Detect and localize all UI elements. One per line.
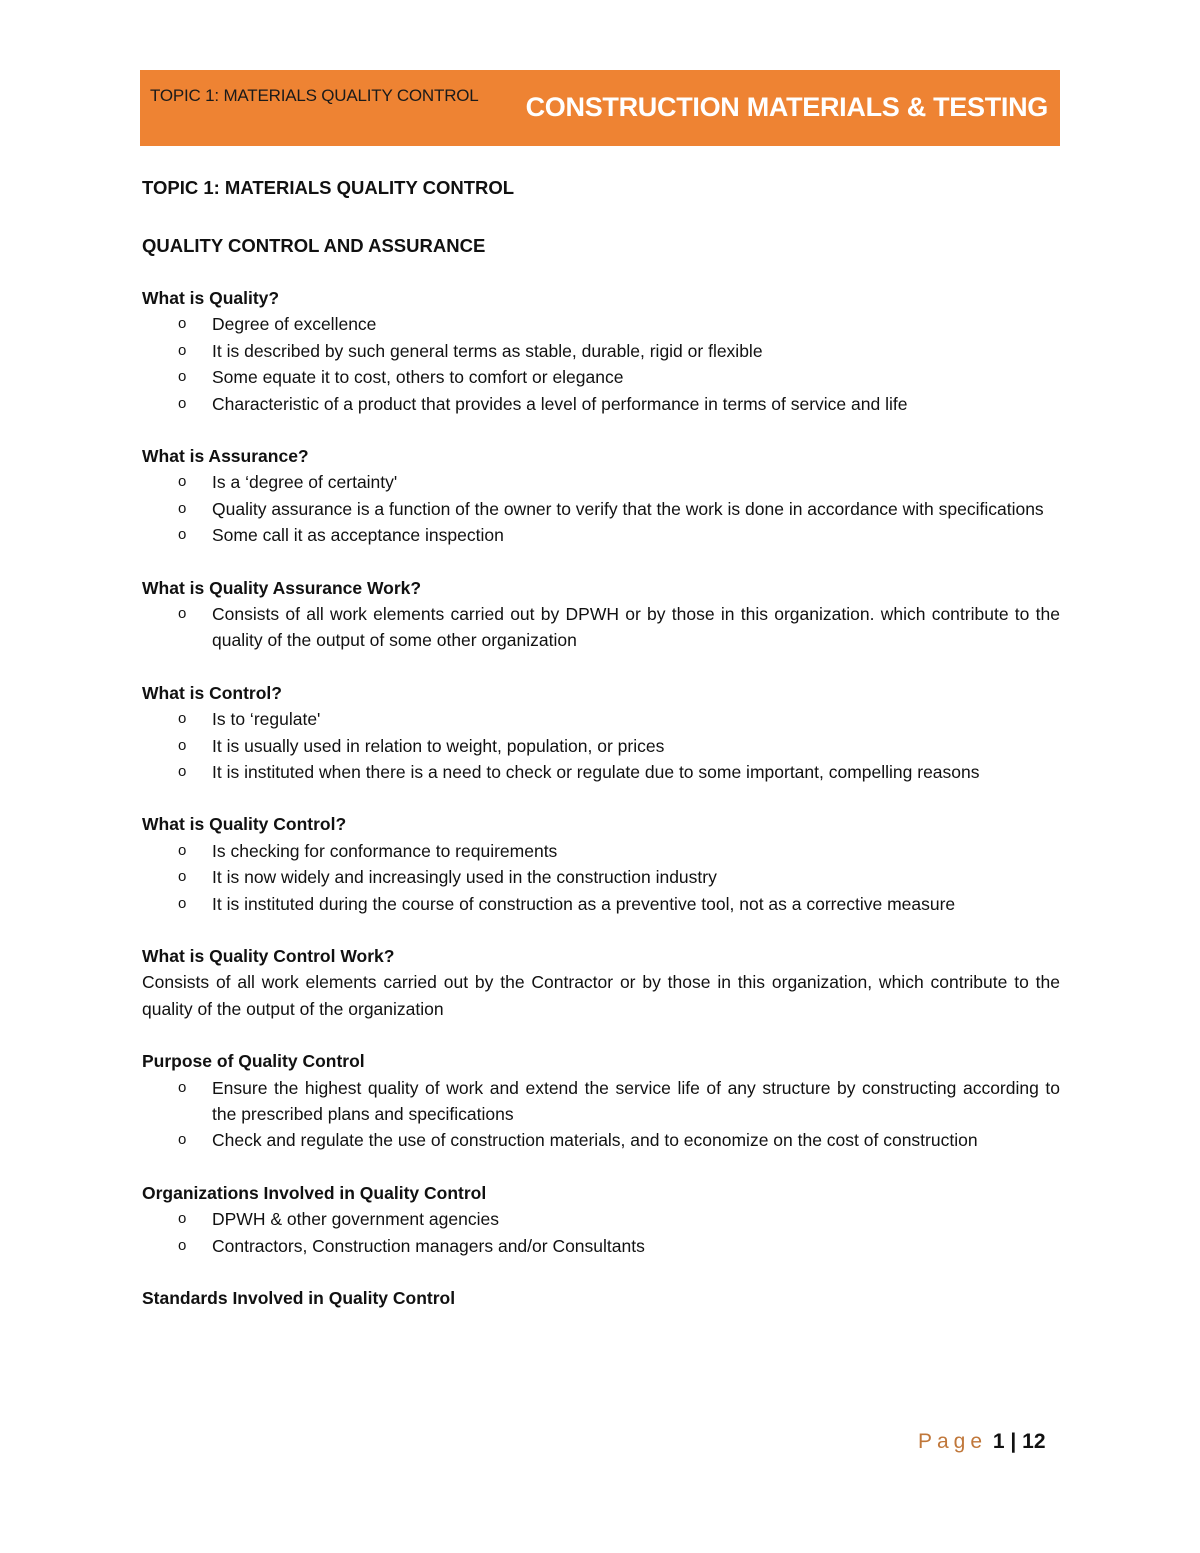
list-item-text: It is usually used in relation to weight, population, or prices xyxy=(212,735,665,756)
section-heading: What is Quality? xyxy=(142,288,280,308)
bullet-marker-icon: o xyxy=(178,841,187,859)
list-item-text: Some call it as acceptance inspection xyxy=(212,525,504,546)
page-current: 1 xyxy=(992,1430,1005,1453)
bullet-marker-icon: o xyxy=(178,473,187,491)
list-item xyxy=(142,1233,1060,1259)
bullet-marker-icon: o xyxy=(178,1236,187,1254)
list-item xyxy=(142,338,1060,364)
section-heading: Organizations Involved in Quality Control xyxy=(142,1182,487,1203)
list-item xyxy=(142,706,1060,732)
section xyxy=(142,943,1060,1022)
bullet-list xyxy=(142,469,1060,548)
list-item xyxy=(142,391,1060,417)
page-total: 12 xyxy=(1022,1430,1046,1453)
list-item xyxy=(142,522,1060,548)
bullet-list xyxy=(142,601,1060,654)
list-item-text: Contractors, Construction managers and/or Consultants xyxy=(212,1235,645,1256)
bullet-list xyxy=(142,706,1060,785)
list-item-text: Characteristic of a product that provides a level of performance in terms of service and life xyxy=(212,393,908,414)
section-heading: What is Quality Assurance Work? xyxy=(142,577,422,598)
list-item-text: Check and regulate the use of construction materials, and to economize on the cost of construction xyxy=(212,1130,978,1151)
section-heading: Standards Involved in Quality Control xyxy=(142,1288,456,1309)
section-heading: What is Assurance? xyxy=(142,446,309,467)
bullet-marker-icon: o xyxy=(178,526,187,544)
bullet-marker-icon: o xyxy=(178,1210,187,1228)
section-heading: Purpose of Quality Control xyxy=(142,1051,365,1072)
list-item xyxy=(142,733,1060,759)
list-item-text: Consists of all work elements carried out by DPWH or by those in this organization. which contribute to the quality of the output of some other organization xyxy=(212,604,1060,651)
bullet-marker-icon: o xyxy=(178,394,187,412)
section-heading: What is Quality Control Work? xyxy=(142,946,395,967)
list-item xyxy=(142,311,1060,337)
section xyxy=(142,285,1060,417)
bullet-marker-icon: o xyxy=(178,368,187,386)
header-course-title: CONSTRUCTION MATERIALS & TESTING xyxy=(525,92,1048,122)
list-item-text: DPWH & other government agencies xyxy=(212,1209,499,1230)
document-body xyxy=(142,175,1060,1311)
list-item-text: Degree of excellence xyxy=(212,314,377,335)
section xyxy=(142,1285,1060,1311)
list-item-text: Quality assurance is a function of the owner to verify that the work is done in accordance with specifications xyxy=(212,498,1044,519)
list-item xyxy=(142,864,1060,890)
bullet-list xyxy=(142,311,1060,417)
bullet-marker-icon: o xyxy=(178,736,187,754)
section xyxy=(142,1180,1060,1259)
list-item-text: Ensure the highest quality of work and extend the service life of any structure by constructing according to the prescribed plans and specifications xyxy=(212,1077,1060,1125)
list-item xyxy=(142,469,1060,495)
section xyxy=(142,680,1060,786)
list-item-text: It is instituted during the course of construction as a preventive tool, not as a corrective measure xyxy=(212,893,956,914)
list-item-text: Is to ‘regulate' xyxy=(212,709,321,730)
sections-container xyxy=(142,285,1060,1311)
page-word: Page xyxy=(918,1430,988,1453)
section-heading: What is Control? xyxy=(142,682,282,703)
document-subtitle: QUALITY CONTROL AND ASSURANCE xyxy=(142,235,486,256)
list-item xyxy=(142,1127,1060,1153)
section xyxy=(142,1048,1060,1154)
list-item xyxy=(142,759,1060,785)
bullet-marker-icon: o xyxy=(178,763,187,781)
list-item xyxy=(142,364,1060,390)
list-item xyxy=(142,838,1060,864)
list-item xyxy=(142,496,1060,522)
document-title: TOPIC 1: MATERIALS QUALITY CONTROL xyxy=(142,177,515,198)
section-paragraph: Consists of all work elements carried out by the Contractor or by those in this organization, which contribute to the quality of the output of the organization xyxy=(142,972,1060,1019)
bullet-list xyxy=(142,1206,1060,1259)
list-item-text: It is now widely and increasingly used in the construction industry xyxy=(212,867,717,888)
list-item-text: Some equate it to cost, others to comfort or elegance xyxy=(212,367,624,388)
list-item xyxy=(142,601,1060,654)
bullet-list xyxy=(142,838,1060,917)
section-heading: What is Quality Control? xyxy=(142,814,347,835)
header-band xyxy=(140,70,1060,146)
bullet-marker-icon: o xyxy=(178,605,187,623)
bullet-list xyxy=(142,1075,1060,1154)
page-number xyxy=(918,1430,1046,1454)
list-item xyxy=(142,1075,1060,1128)
page-separator: | xyxy=(1010,1430,1017,1453)
bullet-marker-icon: o xyxy=(178,1131,187,1149)
bullet-marker-icon: o xyxy=(178,868,187,886)
list-item xyxy=(142,1206,1060,1232)
bullet-marker-icon: o xyxy=(178,341,187,359)
list-item-text: It is instituted when there is a need to check or regulate due to some important, compelling reasons xyxy=(212,762,980,783)
section xyxy=(142,575,1060,654)
list-item-text: Is a ‘degree of certainty' xyxy=(212,472,398,493)
bullet-marker-icon: o xyxy=(178,710,187,728)
header-topic-label: TOPIC 1: MATERIALS QUALITY CONTROL xyxy=(150,86,479,105)
list-item-text: It is described by such general terms as stable, durable, rigid or flexible xyxy=(212,340,763,361)
bullet-marker-icon: o xyxy=(178,894,187,912)
bullet-marker-icon: o xyxy=(178,315,187,333)
section xyxy=(142,811,1060,917)
bullet-marker-icon: o xyxy=(178,499,187,517)
list-item-text: Is checking for conformance to requirements xyxy=(212,840,558,861)
list-item xyxy=(142,891,1060,917)
section xyxy=(142,443,1060,549)
bullet-marker-icon: o xyxy=(178,1078,187,1096)
